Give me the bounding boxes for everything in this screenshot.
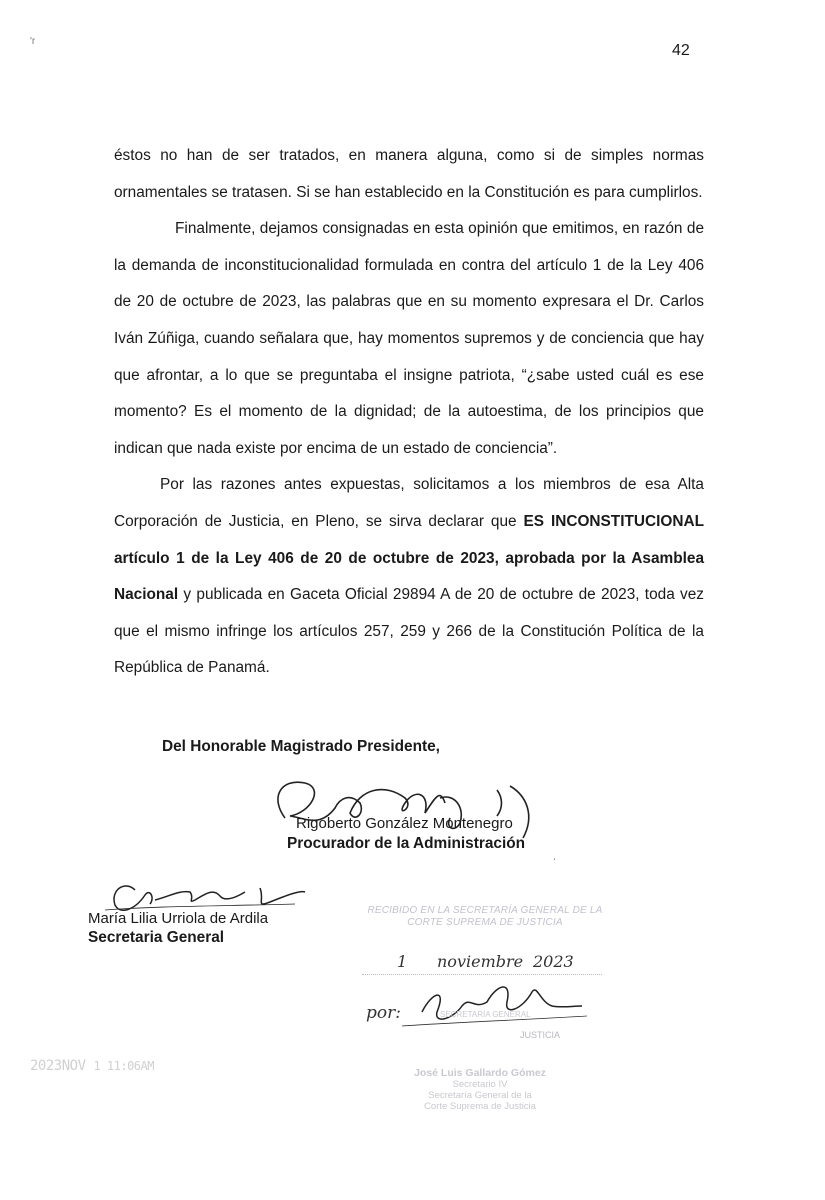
corner-mark: 'r bbox=[30, 36, 36, 47]
paragraph-3-bold: ES INCONSTITUCIONAL artículo 1 de la Ley 406 de 20 de octubre de 2023, aprobada por la Asamblea Nacional bbox=[114, 512, 704, 604]
faded-stamp-title: SECRETARÍA GENERAL bbox=[440, 1010, 531, 1019]
document-body bbox=[114, 138, 704, 687]
page-number: 42 bbox=[672, 42, 690, 59]
procurador-name: Rigoberto González Montenegro bbox=[296, 815, 513, 832]
receipt-date: 2023NOV bbox=[30, 1058, 86, 1074]
received-stamp-line-2: CORTE SUPREMA DE JUSTICIA bbox=[407, 917, 563, 928]
receipt-time-stamp bbox=[30, 1058, 154, 1074]
received-day: 1 bbox=[397, 952, 408, 971]
clerk-signature bbox=[362, 972, 592, 1032]
clerk-role: Secretario IV bbox=[452, 1079, 508, 1090]
paragraph-3-text-b: y publicada en Gaceta Oficial 29894 A de 20 de octubre de 2023, toda vez que el mismo infringe los artículos 257, 259 y 266 de la Constitución Política de la República de Panamá. bbox=[114, 586, 704, 677]
paragraph-2: Finalmente, dejamos consignadas en esta opinión que emitimos, en razón de la demanda de inconstitucionalidad formulada en contra del artículo 1 de la Ley 406 de 20 de octubre de 2023, las palabras que en su momento expresara el Dr. Carlos Iván Zúñiga, cuando señalara que, hay momentos supremos y de conciencia que hay que afrontar, a lo que se preguntaba el insigne patriota, “¿sabe usted cuál es ese momento? Es el momento de la dignidad; de la autoestima, de los principios que indican que nada existe por encima de un estado de conciencia”. bbox=[114, 220, 704, 457]
paragraph-1: éstos no han de ser tratados, en manera alguna, como si de simples normas ornamentales se tratasen. Si se han establecido en la Constitución es para cumplirlos. bbox=[114, 147, 704, 201]
procurador-title: Procurador de la Administración bbox=[287, 835, 526, 852]
received-stamp bbox=[355, 905, 615, 929]
salutation: Del Honorable Magistrado Presidente, bbox=[162, 738, 440, 755]
secretaria-title: Secretaria General bbox=[88, 929, 225, 946]
receipt-time: 1 11:06AM bbox=[93, 1059, 154, 1073]
faded-stamp-justicia: JUSTICIA bbox=[520, 1030, 561, 1040]
received-month: noviembre bbox=[437, 952, 524, 971]
received-by-label: por: bbox=[366, 1003, 401, 1023]
paragraph-3-text-a: Por las razones antes expuestas, solicitamos a los miembros de esa Alta Corporación de Justicia, en Pleno, se sirva declarar que bbox=[114, 476, 704, 530]
received-year: 2023 bbox=[533, 952, 574, 971]
secretaria-name: María Lilia Urriola de Ardila bbox=[88, 910, 269, 927]
clerk-name: José Luis Gallardo Gómez bbox=[414, 1067, 546, 1079]
paragraph-3 bbox=[114, 467, 704, 687]
clerk-court: Corte Suprema de Justicia bbox=[424, 1101, 536, 1112]
clerk-office: Secretaría General de la bbox=[428, 1090, 532, 1101]
clerk-stamp bbox=[395, 1068, 565, 1112]
received-stamp-line-1: RECIBIDO EN LA SECRETARÍA GENERAL DE LA bbox=[367, 905, 603, 916]
